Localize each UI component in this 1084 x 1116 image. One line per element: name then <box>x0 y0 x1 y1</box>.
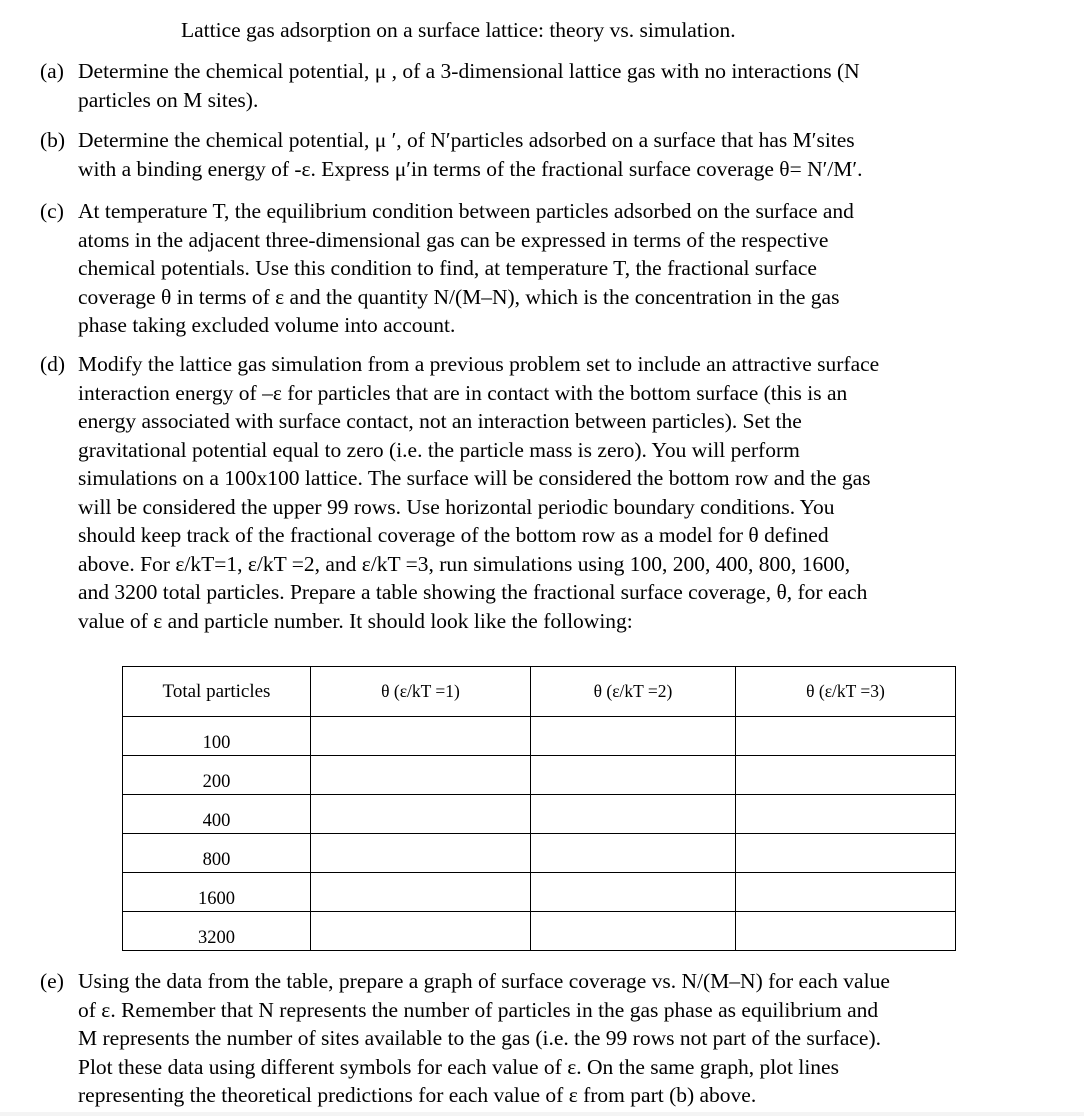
text-line: should keep track of the fractional coverage of the bottom row as a model for θ defined <box>78 523 829 547</box>
particles-cell: 200 <box>123 756 311 795</box>
text-line: Modify the lattice gas simulation from a previous problem set to include an attractive surface <box>78 352 880 376</box>
particles-cell: 3200 <box>123 912 311 951</box>
text-line: Plot these data using different symbols for each value of ε. On the same graph, plot lines <box>78 1054 839 1079</box>
particles-cell: 800 <box>123 834 311 873</box>
particles-cell: 100 <box>123 717 311 756</box>
header-theta-1: θ (ε/kT =1) <box>311 667 531 717</box>
table-row <box>123 795 956 834</box>
question-label: (a) <box>40 59 64 83</box>
text-line: coverage θ in terms of ε and the quantity N/(M–N), which is the concentration in the gas <box>78 284 840 309</box>
coverage-table <box>122 666 956 951</box>
theta-cell <box>311 717 531 756</box>
document-title: Lattice gas adsorption on a surface lattice: theory vs. simulation. <box>181 18 736 42</box>
text-line: atoms in the adjacent three-dimensional gas can be expressed in terms of the respective <box>78 227 829 252</box>
question-e <box>40 967 990 1110</box>
theta-cell <box>311 834 531 873</box>
text-line: At temperature T, the equilibrium condition between particles adsorbed on the surface and <box>78 199 854 223</box>
text-line: interaction energy of –ε for particles that are in contact with the bottom surface (this is an <box>78 380 848 405</box>
theta-cell <box>531 912 736 951</box>
text-line: above. For ε/kT=1, ε/kT =2, and ε/kT =3, run simulations using 100, 200, 400, 800, 1600, <box>78 551 851 576</box>
table-header-row <box>123 667 956 717</box>
question-text <box>78 197 990 340</box>
question-label: (b) <box>40 128 66 152</box>
table-row <box>123 873 956 912</box>
theta-cell <box>311 795 531 834</box>
text-line: Using the data from the table, prepare a graph of surface coverage vs. N/(M–N) for each value <box>78 969 890 993</box>
question-c <box>40 197 990 340</box>
text-line: and 3200 total particles. Prepare a table showing the fractional surface coverage, θ, for each <box>78 580 868 604</box>
theta-cell <box>311 756 531 795</box>
table-row <box>123 717 956 756</box>
question-text <box>78 57 990 114</box>
question-label: (c) <box>40 199 64 223</box>
text-line: M represents the number of sites available to the gas (i.e. the 99 rows not part of the surface). <box>78 1026 882 1050</box>
header-theta-3: θ (ε/kT =3) <box>736 667 956 717</box>
question-d <box>40 350 990 635</box>
text-line: with a binding energy of -ε. Express μ′in terms of the fractional surface coverage θ= N′/M′. <box>78 156 863 181</box>
question-label: (e) <box>40 969 64 993</box>
theta-cell <box>736 912 956 951</box>
question-text <box>78 967 990 1110</box>
particles-cell: 1600 <box>123 873 311 912</box>
text-line: chemical potentials. Use this condition to find, at temperature T, the fractional surface <box>78 256 817 280</box>
table-row <box>123 834 956 873</box>
text-line: Determine the chemical potential, μ , of a 3-dimensional lattice gas with no interactions (N <box>78 59 860 83</box>
header-theta-2: θ (ε/kT =2) <box>531 667 736 717</box>
theta-cell <box>531 834 736 873</box>
question-label: (d) <box>40 352 66 376</box>
question-b <box>40 126 990 183</box>
text-line: Determine the chemical potential, μ ′, of N′particles adsorbed on a surface that has M′sites <box>78 128 855 152</box>
theta-cell <box>531 717 736 756</box>
text-line: will be considered the upper 99 rows. Use horizontal periodic boundary conditions. You <box>78 494 835 519</box>
question-a <box>40 57 990 114</box>
table-row <box>123 756 956 795</box>
theta-cell <box>531 795 736 834</box>
theta-cell <box>736 717 956 756</box>
theta-cell <box>736 834 956 873</box>
question-text <box>78 350 990 635</box>
question-text <box>78 126 990 183</box>
table-row <box>123 912 956 951</box>
page-bottom-edge <box>0 1112 1084 1116</box>
theta-cell <box>311 912 531 951</box>
text-line: phase taking excluded volume into account. <box>78 313 456 337</box>
particles-cell: 400 <box>123 795 311 834</box>
theta-cell <box>311 873 531 912</box>
theta-cell <box>531 756 736 795</box>
theta-cell <box>531 873 736 912</box>
theta-cell <box>736 756 956 795</box>
text-line: energy associated with surface contact, not an interaction between particles). Set the <box>78 409 802 433</box>
text-line: of ε. Remember that N represents the number of particles in the gas phase as equilibrium and <box>78 997 879 1022</box>
text-line: gravitational potential equal to zero (i.e. the particle mass is zero). You will perform <box>78 437 800 462</box>
header-total-particles: Total particles <box>123 667 311 717</box>
text-line: particles on M sites). <box>78 87 259 112</box>
theta-cell <box>736 873 956 912</box>
text-line: simulations on a 100x100 lattice. The surface will be considered the bottom row and the gas <box>78 466 871 490</box>
text-line: representing the theoretical predictions for each value of ε from part (b) above. <box>78 1083 757 1107</box>
theta-cell <box>736 795 956 834</box>
text-line: value of ε and particle number. It should look like the following: <box>78 608 633 633</box>
